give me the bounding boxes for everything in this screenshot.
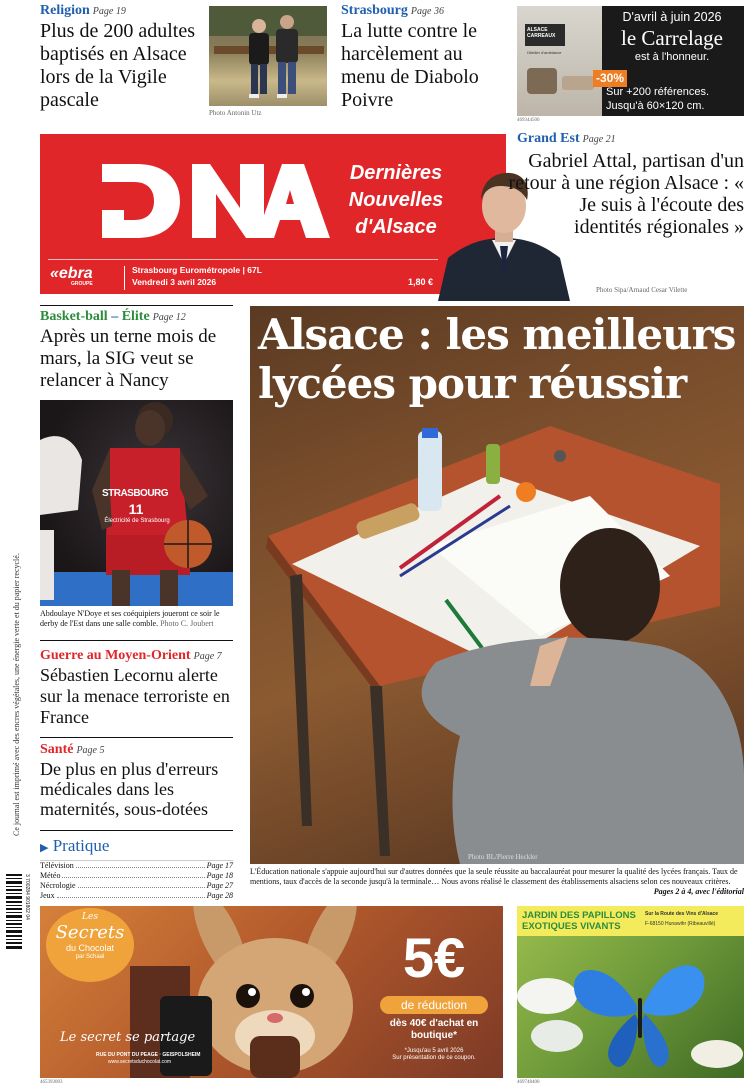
- left-col-rule-top: [40, 305, 233, 306]
- papillons-line2: EXOTIQUES VIVANTS: [522, 921, 621, 932]
- masthead-title-line1: Dernières: [349, 162, 443, 184]
- religion-headline: Plus de 200 adultes baptisés en Alsace lors de la Vigile pascale: [40, 20, 195, 111]
- butterfly-illustration: [517, 936, 744, 1078]
- basket-photo-credit: Photo C. Joubert: [160, 619, 214, 628]
- strasbourg-headline: La lutte contre le harcèlement au menu de Diabolo Poivre: [341, 20, 479, 111]
- baptism-photo-illustration: [209, 6, 327, 106]
- chocolat-ad-code: 465393003: [40, 1080, 63, 1085]
- grandest-kicker: Grand Est Page 21: [517, 131, 616, 146]
- orient-teaser[interactable]: [40, 648, 235, 728]
- main-photo: [250, 306, 744, 864]
- pratique-item[interactable]: Jeux Page 28: [40, 891, 233, 900]
- grandest-teaser[interactable]: [517, 131, 745, 147]
- jersey-team: STRASBOURG: [101, 488, 169, 499]
- basket-photo: [40, 400, 233, 606]
- pratique-box: [40, 836, 233, 901]
- triangle-right-icon: ▶: [40, 842, 49, 854]
- chocolat-condition-1: dès 40€ d'achat en: [389, 1018, 479, 1029]
- papillons-line1: JARDIN DES PAPILLONS: [522, 910, 636, 921]
- carrelage-ad-line3: est à l'honneur.: [634, 51, 710, 63]
- dna-logo: [98, 160, 330, 242]
- chocolat-condition-2: boutique*: [410, 1030, 458, 1041]
- papillons-location2: F-68150 Hunawihr (Ribeauvillé): [645, 921, 716, 927]
- chocolat-reduction: de réduction: [380, 996, 488, 1014]
- pratique-item[interactable]: Nécrologie Page 27: [40, 881, 233, 890]
- left-col-rule-4: [40, 830, 233, 831]
- barcode: [4, 874, 32, 950]
- carrelage-ad-line1: D'avril à juin 2026: [622, 10, 722, 24]
- masthead-bottom-rule: [48, 259, 438, 260]
- carrelage-ad-brand-sub: l'Atelier d'ambiance: [527, 50, 562, 55]
- chocolat-web: www.secretsduchocolat.com: [108, 1059, 172, 1065]
- main-page-ref[interactable]: Pages 2 à 4, avec l'éditorial: [653, 887, 744, 896]
- masthead[interactable]: [40, 134, 506, 294]
- masthead-title-line3: d'Alsace: [355, 216, 437, 238]
- carrelage-ad-brand: ALSACE CARREAUX: [527, 27, 556, 39]
- carrelage-ad-line2: le Carrelage: [620, 26, 724, 50]
- religion-teaser[interactable]: [40, 3, 205, 112]
- carrelage-ad-code: 469344500: [517, 118, 540, 123]
- basket-teaser[interactable]: [40, 309, 235, 392]
- sante-teaser[interactable]: [40, 742, 235, 819]
- orient-headline: Sébastien Lecornu alerte sur la menace terroriste en France: [40, 665, 230, 727]
- grandest-headline: Gabriel Attal, partisan d'un retour à une région Alsace : « Je suis à l'écoute des identités régionales »: [508, 150, 744, 238]
- chocolat-address: RUE DU PONT DU PEAGE · GEISPOLSHEIM: [96, 1052, 201, 1058]
- strasbourg-kicker: Strasbourg Page 36: [341, 3, 444, 18]
- carrelage-ad-discount: -30%: [593, 70, 627, 87]
- chocolat-logo-les: Les: [82, 912, 98, 922]
- chocolat-logo-secrets: Secrets: [55, 922, 125, 943]
- basket-caption: Abdoulaye N'Doye et ses coéquipiers joueront ce soir le derby de l'Est dans une salle comble. Photo C. Joubert: [40, 609, 220, 628]
- main-headline: Alsace : les meilleurs lycées pour réussir: [258, 310, 736, 408]
- carrelage-ad-photo: [517, 6, 602, 116]
- barcode-number: 3 700284 901802 04: [24, 874, 30, 920]
- masthead-price: 1,80 €: [408, 277, 434, 287]
- chocolat-logo: [46, 908, 134, 982]
- orient-kicker: Guerre au Moyen-Orient Page 7: [40, 648, 222, 663]
- jersey-sponsor: Électricité de Strasbourg: [104, 518, 170, 524]
- papillons-location1: Sur la Route des Vins d'Alsace: [645, 911, 719, 917]
- vertical-eco-note: Ce journal est imprimé avec des encres végétales, une énergie verte et du papier recyclé.: [12, 553, 21, 836]
- chocolat-fine-2: Sur présentation de ce coupon.: [392, 1055, 476, 1061]
- sante-headline: De plus en plus d'erreurs médicales dans les maternités, sous-dotées: [40, 759, 219, 819]
- religion-photo-credit: Photo Antonin Utz: [209, 109, 262, 117]
- chocolat-price: 5€: [402, 926, 466, 989]
- ebra-logo: «ebra GROUPE: [50, 265, 93, 287]
- carrelage-ad-line5: Jusqu'à 60×120 cm.: [606, 100, 705, 112]
- masthead-edition: Strasbourg Eurométropole | 67L: [132, 265, 262, 275]
- chocolat-slogan: Le secret se partage: [60, 1030, 196, 1045]
- main-caption: L'Éducation nationale s'appuie aujourd'hui sur d'autres données que la seule réussite au baccalauréat pour mesurer la qualité des lycées français. Taux de mentions, taux d'accès de la seconde jusqu'à la terminale… Nous avons réalisé le classement des établissements alsaciens selon ces nouveaux critères. Pages 2 à 4, avec l'éditorial: [250, 867, 744, 896]
- basket-kicker: Basket-ball – Élite Page 12: [40, 309, 186, 324]
- ebra-group-sub: GROUPE: [71, 281, 93, 287]
- papillons-ad-code: 469748400: [517, 1080, 540, 1085]
- sante-kicker: Santé Page 5: [40, 742, 105, 757]
- carrelage-ad-line4: Sur +200 références.: [606, 86, 710, 98]
- grandest-photo-credit: Photo Sipa/Arnaud Cesar Vilette: [596, 286, 688, 294]
- masthead-title-line2: Nouvelles: [348, 189, 444, 211]
- chocolat-fine-1: *Jusqu'au 5 avril 2026: [404, 1048, 464, 1054]
- pratique-title: ▶ Pratique: [40, 836, 110, 855]
- pratique-item[interactable]: Météo Page 18: [40, 871, 233, 880]
- carrelage-ad[interactable]: [517, 6, 744, 116]
- chocolat-logo-sub: par Schaal: [75, 954, 105, 960]
- chocolat-ad[interactable]: [40, 906, 503, 1078]
- left-col-rule-3: [40, 737, 233, 738]
- religion-kicker: Religion Page 19: [40, 3, 126, 18]
- baptism-photo: [209, 6, 327, 106]
- left-col-rule-2: [40, 640, 233, 641]
- ebra-logo-icon: «: [50, 265, 59, 282]
- strasbourg-teaser[interactable]: [341, 3, 506, 112]
- papillons-ad[interactable]: [517, 906, 744, 1078]
- basket-headline: Après un terne mois de mars, la SIG veut se relancer à Nancy: [40, 326, 217, 391]
- pratique-item[interactable]: Télévision Page 17: [40, 861, 233, 870]
- main-photo-credit: Photo BL/Pierre Heckler: [468, 853, 538, 861]
- masthead-date: Vendredi 3 avril 2026: [132, 277, 217, 287]
- jersey-number: 11: [128, 501, 144, 517]
- chocolat-logo-du: du Chocolat: [65, 943, 115, 953]
